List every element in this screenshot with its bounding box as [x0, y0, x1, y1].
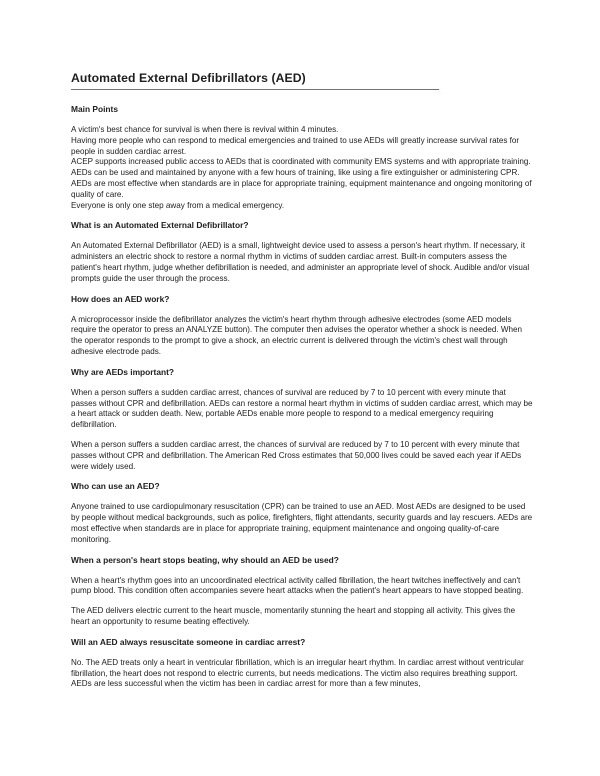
- section-what-is-aed: [71, 220, 533, 284]
- section-heading: Main Points: [71, 104, 118, 114]
- main-point: A victim's best chance for survival is when there is revival within 4 minutes.: [71, 125, 339, 134]
- main-point: ACEP supports increased public access to AEDs that is coordinated with community EMS systems and with appropriate training. AEDs can be used and maintained by anyone with a few hours of training, like using a fire extinguisher or administering CPR.: [71, 157, 531, 178]
- section-heading: Will an AED always resuscitate someone in cardiac arrest?: [71, 636, 306, 647]
- main-point: Everyone is only one step away from a medical emergency.: [71, 200, 285, 210]
- section-heading: Who can use an AED?: [71, 481, 160, 492]
- paragraph: When a person suffers a sudden cardiac arrest, the chances of survival are reduced by 7 to 10 percent with every minute that passes without CPR and defibrillation. The American Red Cross estimates that 50,000 lives could be saved each year if AEDs were widely used.: [71, 439, 522, 471]
- section-main-points: [71, 104, 533, 211]
- section-who-can-use: [71, 481, 533, 545]
- section-heading: When a person's heart stops beating, why should an AED be used?: [71, 554, 339, 565]
- paragraph: When a heart's rhythm goes into an uncoordinated electrical activity called fibrillation, the heart twitches ineffectively and can't pump blood. This condition often accompanies severe heart attacks when the patient's heart appears to have stopped beating.: [71, 575, 524, 596]
- section-heading: Why are AEDs important?: [71, 366, 174, 377]
- document-body: [71, 71, 533, 690]
- paragraph: When a person suffers a sudden cardiac arrest, chances of survival are reduced by 7 to 10 percent with every minute that passes without CPR and defibrillation. AEDs can restore a normal heart rhythm in victims of sudden cardiac arrest, which may be a heart attack or sudden death. New, portable AEDs enable more people to respond to a medical emergency requiring defibrillation.: [71, 387, 533, 430]
- title-underline: [71, 89, 439, 90]
- paragraph: An Automated External Defibrillator (AED) is a small, lightweight device used to assess a person's heart rhythm. If necessary, it administers an electric shock to restore a normal rhythm in victims of sudden cardiac arrest. Built-in computers assess the patient's heart rhythm, judge whether defibrillation is needed, and administer an appropriate level of shock. Audible and/or visual prompts guide the user through the process.: [71, 241, 530, 283]
- section-how-aed-works: [71, 294, 533, 358]
- document-title: Automated External Defibrillators (AED): [71, 71, 306, 85]
- section-heading: How does an AED work?: [71, 293, 170, 304]
- section-why-aeds-important: [71, 367, 533, 473]
- paragraph: The AED delivers electric current to the heart muscle, momentarily stunning the heart and stopping all activity. This gives the heart an opportunity to resume beating effectively.: [71, 606, 516, 626]
- paragraph: No. The AED treats only a heart in ventricular fibrillation, which is an irregular heart rhythm. In cardiac arrest without ventricular fibrillation, the heart does not respond to electric currents, but needs medications. The victim also requires breathing support. AEDs are less successful when the victim has been in cardiac arrest for more than a few minutes,: [71, 657, 524, 689]
- main-point: AEDs are most effective when standards are in place for appropriate training, equipment maintenance and ongoing monitoring of quality of care.: [71, 178, 532, 199]
- main-point: Having more people who can respond to medical emergencies and trained to use AEDs will greatly increase survival rates for people in sudden cardiac arrest.: [71, 135, 520, 156]
- section-heart-stops: [71, 555, 533, 628]
- paragraph: Anyone trained to use cardiopulmonary resuscitation (CPR) can be trained to use an AED. Most AEDs are designed to be used by people without medical backgrounds, such as police, firefighters, flight attendants, security guards and lay rescuers. AEDs are most effective when standards are in place for appropriate training, equipment maintenance and ongoing quality-of-care monitoring.: [71, 502, 533, 544]
- section-always-resuscitate: [71, 637, 533, 690]
- paragraph: A microprocessor inside the defibrillator analyzes the victim's heart rhythm through adhesive electrodes (some AED models require the operator to press an ANALYZE button). The computer then advises the operator whether a shock is needed. When the operator responds to the prompt to give a shock, an electric current is delivered through the victim's chest wall through adhesive electrode pads.: [71, 314, 522, 356]
- section-heading: What is an Automated External Defibrillator?: [71, 220, 249, 231]
